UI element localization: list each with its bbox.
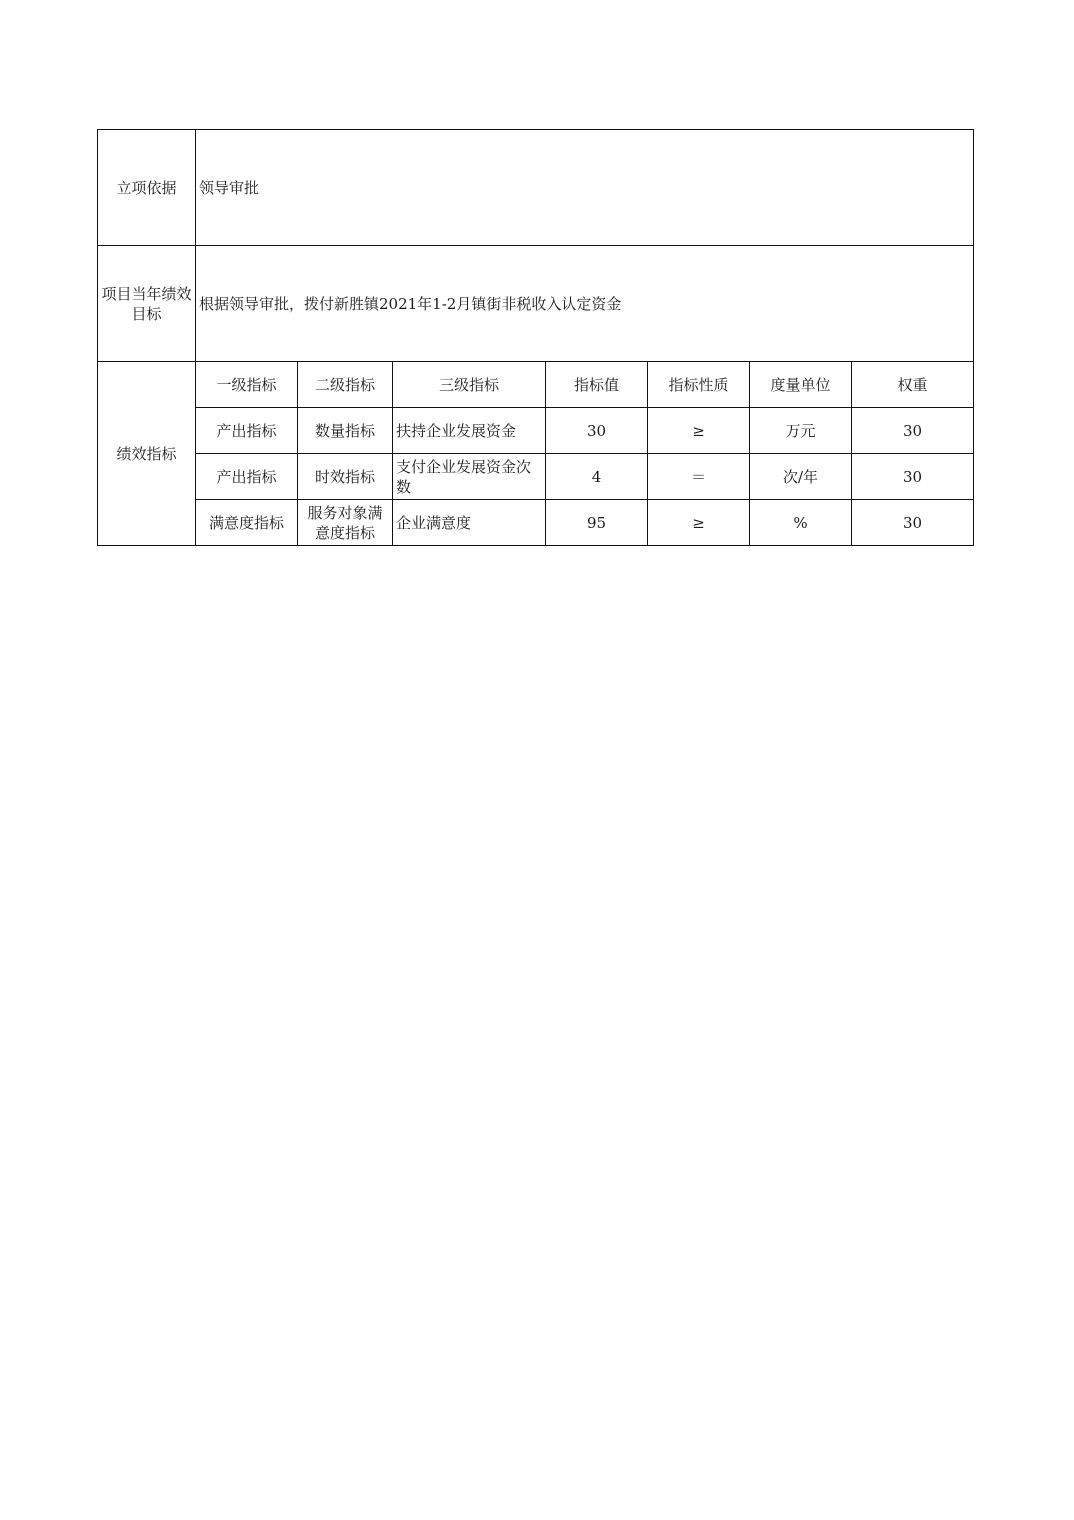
row-nature: ≥ xyxy=(648,408,750,454)
table-row xyxy=(98,408,974,454)
row-level2: 服务对象满意度指标 xyxy=(298,500,393,546)
row-value: 30 xyxy=(546,408,648,454)
row-nature: ＝ xyxy=(648,454,750,500)
header-value: 指标值 xyxy=(546,362,648,408)
basis-row xyxy=(98,130,974,246)
row-level3: 扶持企业发展资金 xyxy=(393,408,546,454)
row-value: 95 xyxy=(546,500,648,546)
header-weight: 权重 xyxy=(852,362,974,408)
row-unit: 次/年 xyxy=(750,454,852,500)
row-level3: 企业满意度 xyxy=(393,500,546,546)
header-unit: 度量单位 xyxy=(750,362,852,408)
basis-value: 领导审批 xyxy=(196,130,974,246)
header-nature: 指标性质 xyxy=(648,362,750,408)
basis-label: 立项依据 xyxy=(98,130,196,246)
header-level3: 三级指标 xyxy=(393,362,546,408)
table-row xyxy=(98,454,974,500)
goal-row xyxy=(98,246,974,362)
row-level1: 产出指标 xyxy=(196,454,298,500)
row-unit: % xyxy=(750,500,852,546)
row-level2: 数量指标 xyxy=(298,408,393,454)
goal-value: 根据领导审批，拨付新胜镇2021年1-2月镇街非税收入认定资金 xyxy=(196,246,974,362)
row-weight: 30 xyxy=(852,408,974,454)
performance-form-table xyxy=(97,129,974,546)
row-unit: 万元 xyxy=(750,408,852,454)
row-level1: 产出指标 xyxy=(196,408,298,454)
row-level3: 支付企业发展资金次数 xyxy=(393,454,546,500)
indicator-header-row xyxy=(98,362,974,408)
row-value: 4 xyxy=(546,454,648,500)
row-nature: ≥ xyxy=(648,500,750,546)
indicators-label: 绩效指标 xyxy=(98,362,196,546)
table-row xyxy=(98,500,974,546)
header-level1: 一级指标 xyxy=(196,362,298,408)
row-level2: 时效指标 xyxy=(298,454,393,500)
row-level1: 满意度指标 xyxy=(196,500,298,546)
row-weight: 30 xyxy=(852,454,974,500)
header-level2: 二级指标 xyxy=(298,362,393,408)
goal-label: 项目当年绩效目标 xyxy=(98,246,196,362)
row-weight: 30 xyxy=(852,500,974,546)
